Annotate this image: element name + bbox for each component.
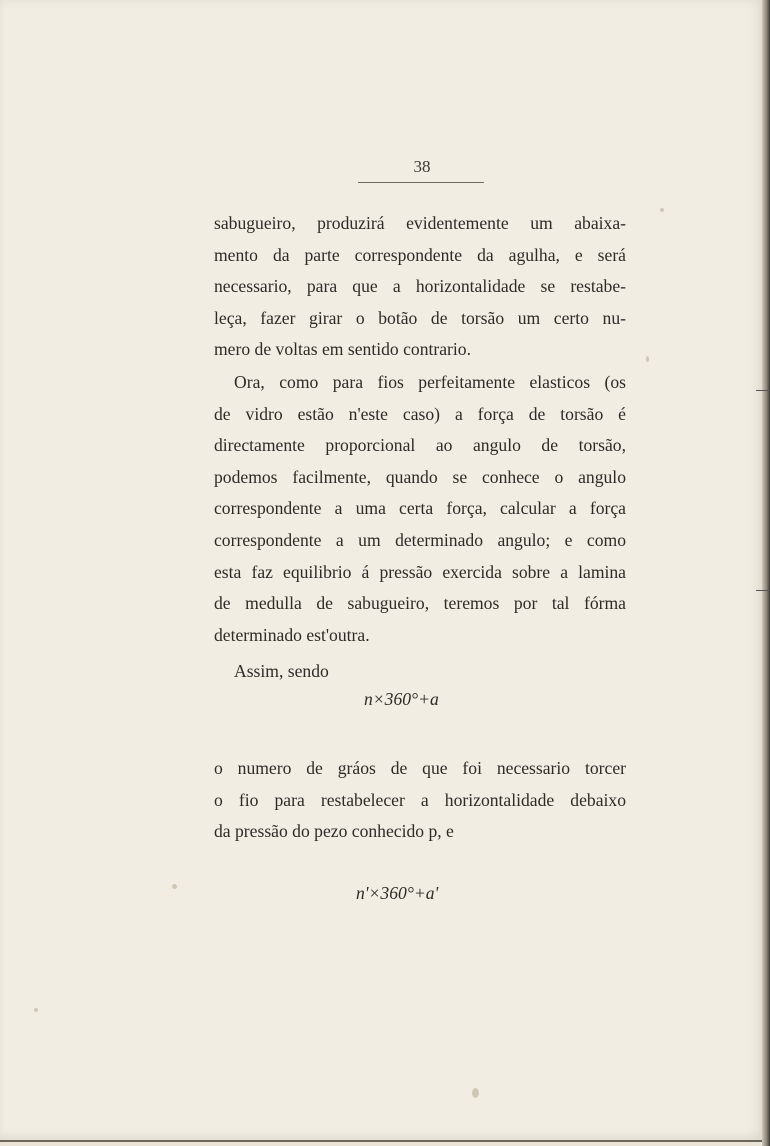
page-number: 38 [413, 157, 431, 176]
text-line: leça, fazer girar o botão de torsão um certo nu- [214, 307, 626, 328]
text-line: de medulla de sabugueiro, teremos por tal fórma [214, 593, 626, 614]
page-edge [762, 0, 770, 1146]
text-line: Assim, sendo [234, 661, 329, 681]
foxing-spot [172, 884, 177, 889]
text-line: correspondente a um determinado angulo; e como [214, 529, 626, 550]
text-line: necessario, para que a horizontalidade se restabe- [214, 276, 626, 297]
formula-2: n'×360°+a' [356, 883, 439, 903]
foxing-spot [660, 208, 664, 212]
text-line: determinado est'outra. [214, 624, 370, 645]
text-line: de vidro estão n'este caso) a força de torsão é [214, 403, 626, 424]
text-line: o numero de gráos de que foi necessario torcer [214, 758, 626, 778]
text-line: sabugueiro, produzirá evidentemente um abaixa- [214, 213, 626, 233]
edge-mark [756, 390, 770, 391]
paragraph-1 [214, 208, 626, 366]
text-line: mento da parte correspondente da agulha, e será [214, 244, 626, 265]
paragraph-2 [214, 367, 626, 651]
text-line: o fio para restabelecer a horizontalidade debaixo [214, 789, 626, 810]
edge-mark [756, 590, 770, 591]
formula-1: n×360°+a [364, 689, 439, 709]
paragraph-4 [214, 753, 626, 848]
paragraph-3 [214, 656, 626, 688]
text-line: directamente proporcional ao angulo de torsão, [214, 435, 626, 456]
text-line: correspondente a uma certa força, calcular a força [214, 498, 626, 519]
text-line: da pressão do pezo conhecido p, e [214, 821, 454, 842]
foxing-spot [34, 1008, 38, 1012]
header-rule [358, 182, 484, 183]
text-line: esta faz equilibrio á pressão exercida sobre a lamina [214, 561, 626, 582]
text-line: mero de voltas em sentido contrario. [214, 339, 471, 360]
text-line: podemos facilmente, quando se conhece o angulo [214, 466, 626, 487]
foxing-spot [646, 356, 649, 362]
foxing-spot [472, 1088, 479, 1098]
text-line: Ora, como para fios perfeitamente elasticos (os [234, 372, 626, 392]
